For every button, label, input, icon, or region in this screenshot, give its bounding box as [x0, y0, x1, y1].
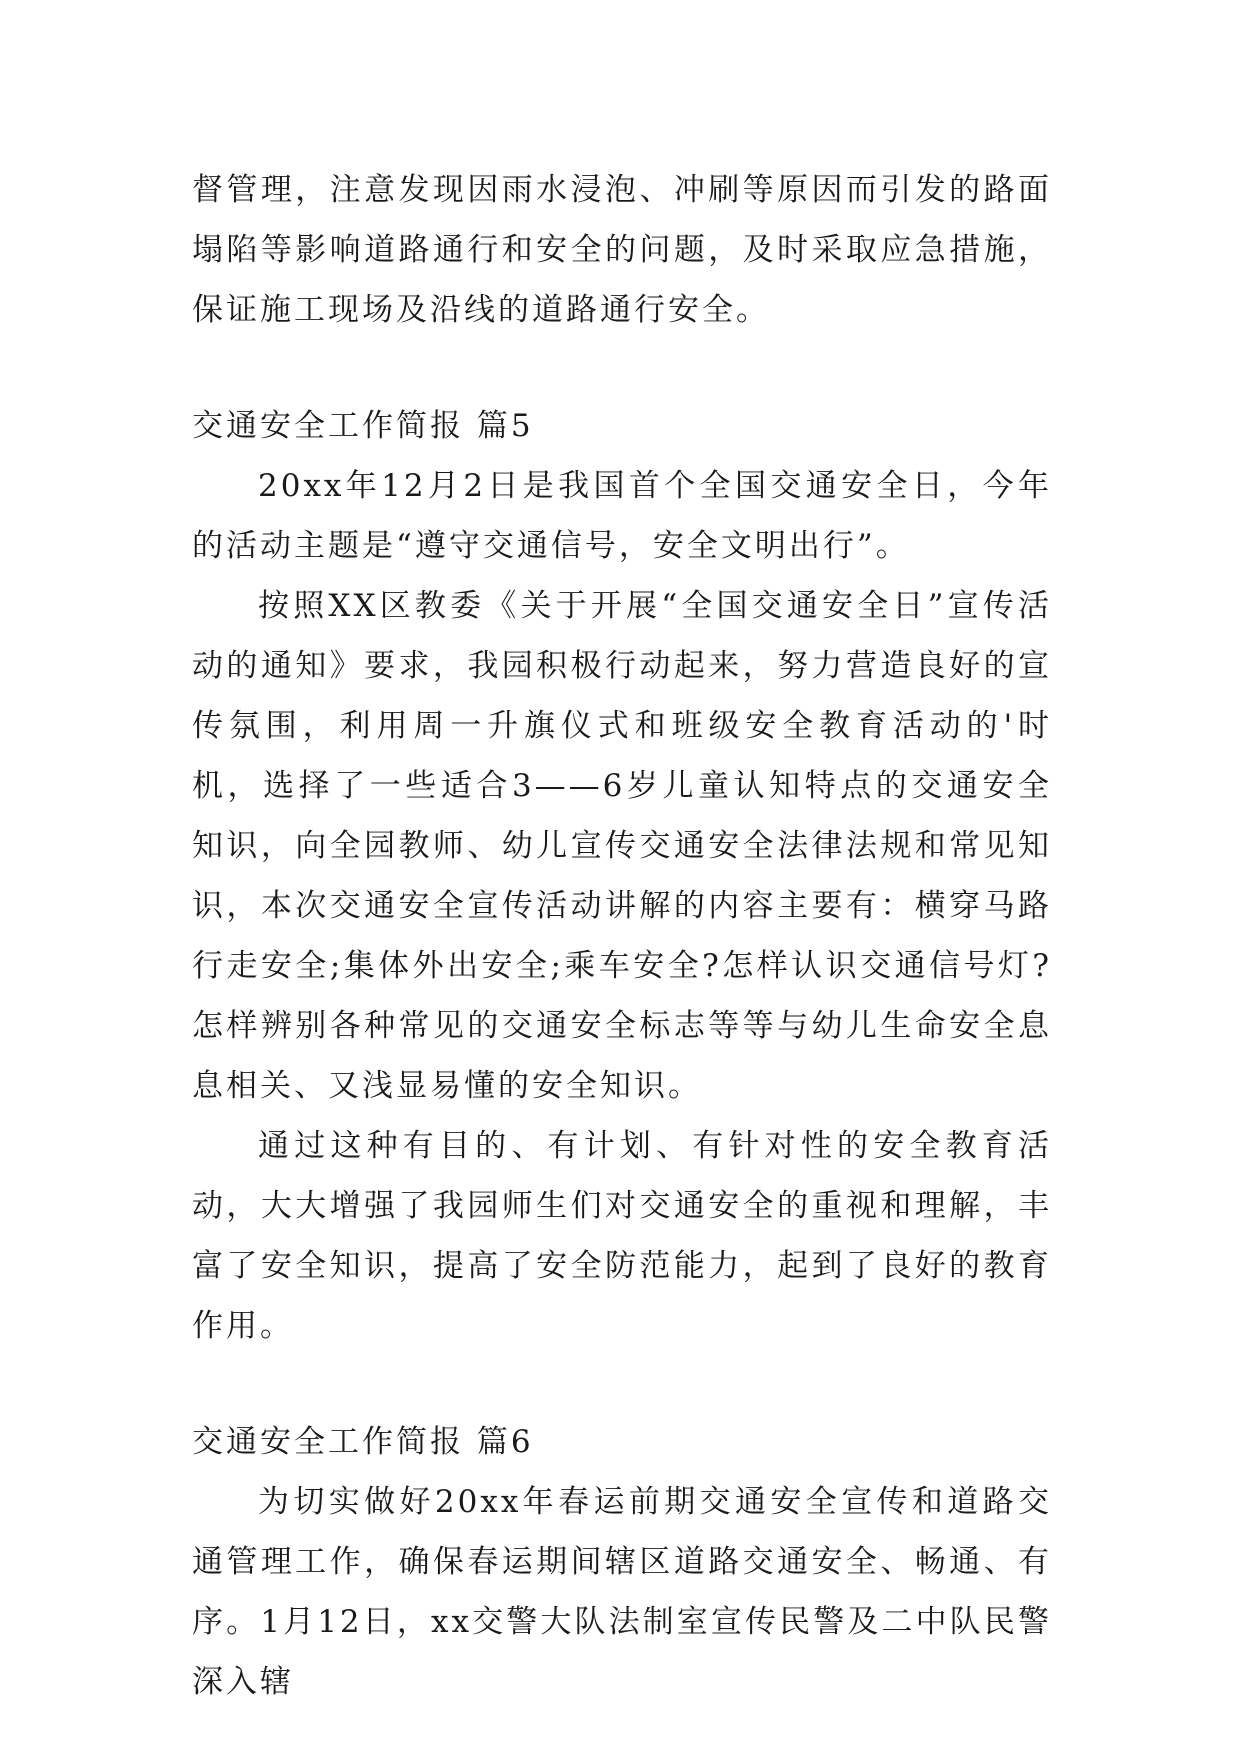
- section-5: [192, 396, 1052, 1356]
- continuation-block: [192, 160, 1052, 340]
- continuation-paragraph: 督管理，注意发现因雨水浸泡、冲刷等原因而引发的路面塌陷等影响道路通行和安全的问题，及时采取应急措施，保证施工现场及沿线的道路通行安全。: [192, 172, 1052, 328]
- section-gap: [192, 1356, 1052, 1412]
- section-6-heading: 交通安全工作简报 篇6: [192, 1424, 534, 1460]
- section-gap: [192, 340, 1052, 396]
- section-5-heading: 交通安全工作简报 篇5: [192, 408, 534, 444]
- section-6-body: [192, 1472, 1052, 1712]
- document-page: [192, 160, 1052, 1712]
- section-5-paragraph-3: 通过这种有目的、有计划、有针对性的安全教育活动，大大增强了我园师生们对交通安全的重视和理解，丰富了安全知识，提高了安全防范能力，起到了良好的教育作用。: [192, 1128, 1052, 1344]
- section-6: [192, 1412, 1052, 1712]
- section-5-paragraph-1: 20xx年12月2日是我国首个全国交通安全日，今年的活动主题是“遵守交通信号，安全文明出行”。: [192, 468, 1052, 564]
- section-5-paragraph-2: 按照XX区教委《关于开展“全国交通安全日”宣传活动的通知》要求，我园积极行动起来，努力营造良好的宣传氛围，利用周一升旗仪式和班级安全教育活动的'时机，选择了一些适合3——6岁儿童认知特点的交通安全知识，向全园教师、幼儿宣传交通安全法律法规和常见知识，本次交通安全宣传活动讲解的内容主要有：横穿马路行走安全;集体外出安全;乘车安全?怎样认识交通信号灯?怎样辨别各种常见的交通安全标志等等与幼儿生命安全息息相关、又浅显易懂的安全知识。: [192, 588, 1052, 1104]
- section-6-paragraph-1: 为切实做好20xx年春运前期交通安全宣传和道路交通管理工作，确保春运期间辖区道路交通安全、畅通、有序。1月12日，xx交警大队法制室宣传民警及二中队民警深入辖: [192, 1484, 1052, 1700]
- section-5-body: [192, 456, 1052, 1356]
